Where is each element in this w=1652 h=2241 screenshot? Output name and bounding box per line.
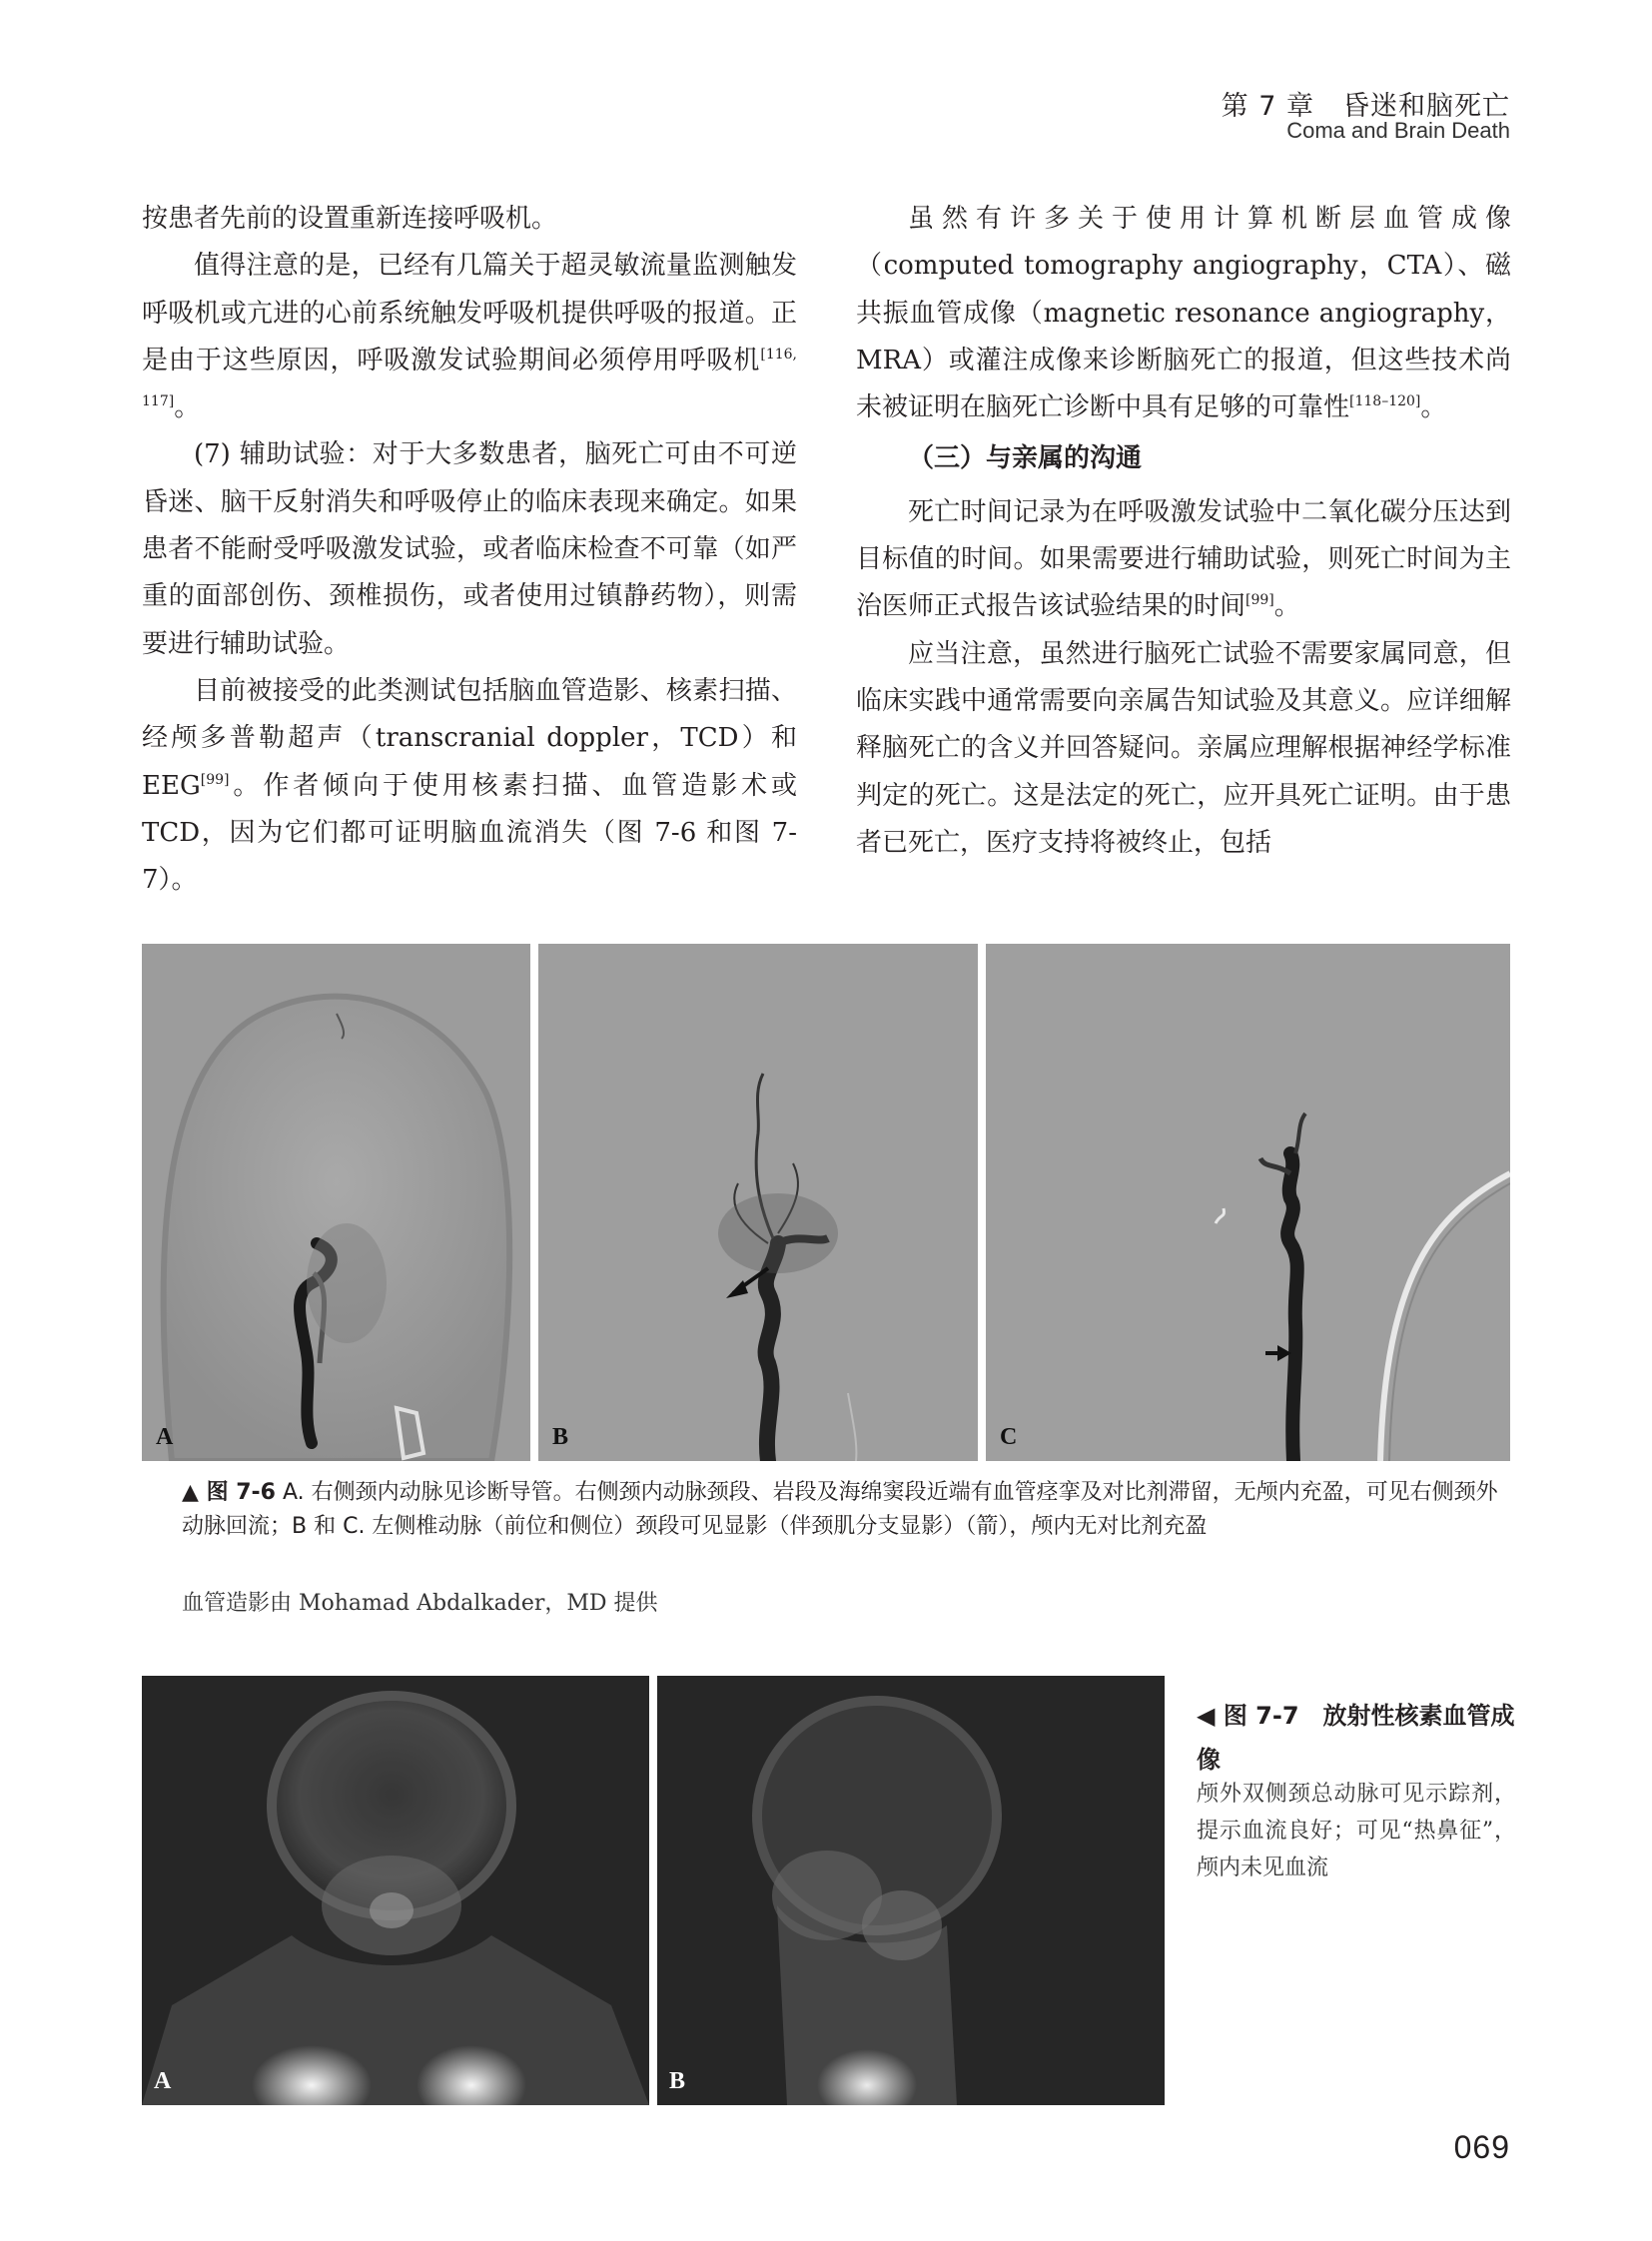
figure-7-7-title: ◀ 图 7-7 放射性核素血管成像 bbox=[1197, 1702, 1515, 1774]
caption-text: A. 右侧颈内动脉见诊断导管。右侧颈内动脉颈段、岩段及海绵窦段近端有血管痉挛及对比剂滞留，无颅内充盈，可见右侧颈外动脉回流；B 和 C. 左侧椎动脉（前位和侧位）颈段可见显影（伴颈肌分支显影）（箭），颅内无对比剂充盈 bbox=[182, 1480, 1498, 1539]
figure-7-7-caption: 颅外双侧颈总动脉可见示踪剂，提示血流良好；可见“热鼻征”，颅内未见血流 bbox=[1197, 1782, 1516, 1880]
angiogram-panel-b bbox=[538, 944, 978, 1461]
panel-label: B bbox=[669, 2068, 686, 2094]
citation: [99] bbox=[200, 771, 230, 788]
citation: [116, 117] bbox=[142, 346, 797, 410]
angiogram-panel-a bbox=[142, 944, 530, 1461]
panel-label: B bbox=[552, 1424, 569, 1450]
panel-label: A bbox=[156, 1424, 174, 1450]
paragraph: 虽然有许多关于使用计算机断层血管成像（computed tomography angiography，CTA）、磁共振血管成像（magnetic resonance angiography，MRA）或灌注成像来诊断脑死亡的报道，但这些技术尚未被证明在脑死亡诊断中具有足够的可靠性[118–120]。 bbox=[856, 204, 1511, 423]
nuclear-scan-panel-a bbox=[142, 1676, 649, 2105]
paragraph: (7) 辅助试验：对于大多数患者，脑死亡可由不可逆昏迷、脑干反射消失和呼吸停止的临床表现来确定。如果患者不能耐受呼吸激发试验，或者临床检查不可靠（如严重的面部创伤、颈椎损伤，或者使用过镇静药物），则需要进行辅助试验。 bbox=[142, 439, 797, 659]
right-column bbox=[856, 196, 1511, 867]
paragraph: 应当注意，虽然进行脑死亡试验不需要家属同意，但临床实践中通常需要向亲属告知试验及其意义。应详细解释脑死亡的含义并回答疑问。亲属应理解根据神经学标准判定的死亡。这是法定的死亡，应开具死亡证明。由于患者已死亡，医疗支持将被终止，包括 bbox=[856, 638, 1511, 858]
panel-label: C bbox=[1000, 1424, 1018, 1450]
chapter-title: 第 7 章 昏迷和脑死亡 bbox=[1221, 91, 1510, 122]
figure-label: ▲ 图 7-6 bbox=[182, 1480, 276, 1505]
figure-7-6-caption bbox=[182, 1476, 1500, 1544]
chapter-subtitle: Coma and Brain Death bbox=[1286, 118, 1510, 143]
page-number: 069 bbox=[1453, 2129, 1510, 2165]
paragraph: 目前被接受的此类测试包括脑血管造影、核素扫描、经颅多普勒超声（transcranial doppler，TCD）和 EEG[99]。作者倾向于使用核素扫描、血管造影术或 TCD，因为它们都可证明脑血流消失（图 7-6 和图 7-7）。 bbox=[142, 675, 797, 896]
citation: [99] bbox=[1245, 592, 1274, 609]
paragraph: 按患者先前的设置重新连接呼吸机。 bbox=[142, 204, 558, 234]
angiogram-panel-c bbox=[986, 944, 1510, 1461]
paragraph: 死亡时间记录为在呼吸激发试验中二氧化碳分压达到目标值的时间。如果需要进行辅助试验，则死亡时间为主治医师正式报告该试验结果的时间[99]。 bbox=[856, 496, 1511, 622]
image-credit: 血管造影由 Mohamad Abdalkader，MD 提供 bbox=[182, 1591, 658, 1616]
section-heading: （三）与亲属的沟通 bbox=[908, 443, 1143, 474]
citation: [118–120] bbox=[1349, 393, 1421, 410]
panel-label: A bbox=[154, 2068, 172, 2094]
paragraph: 值得注意的是，已经有几篇关于超灵敏流量监测触发呼吸机或亢进的心前系统触发呼吸机提供呼吸的报道。正是由于这些原因，呼吸激发试验期间必须停用呼吸机[116, 117]。 bbox=[142, 251, 797, 423]
nuclear-scan-panel-b bbox=[657, 1676, 1165, 2105]
left-column bbox=[142, 196, 797, 904]
